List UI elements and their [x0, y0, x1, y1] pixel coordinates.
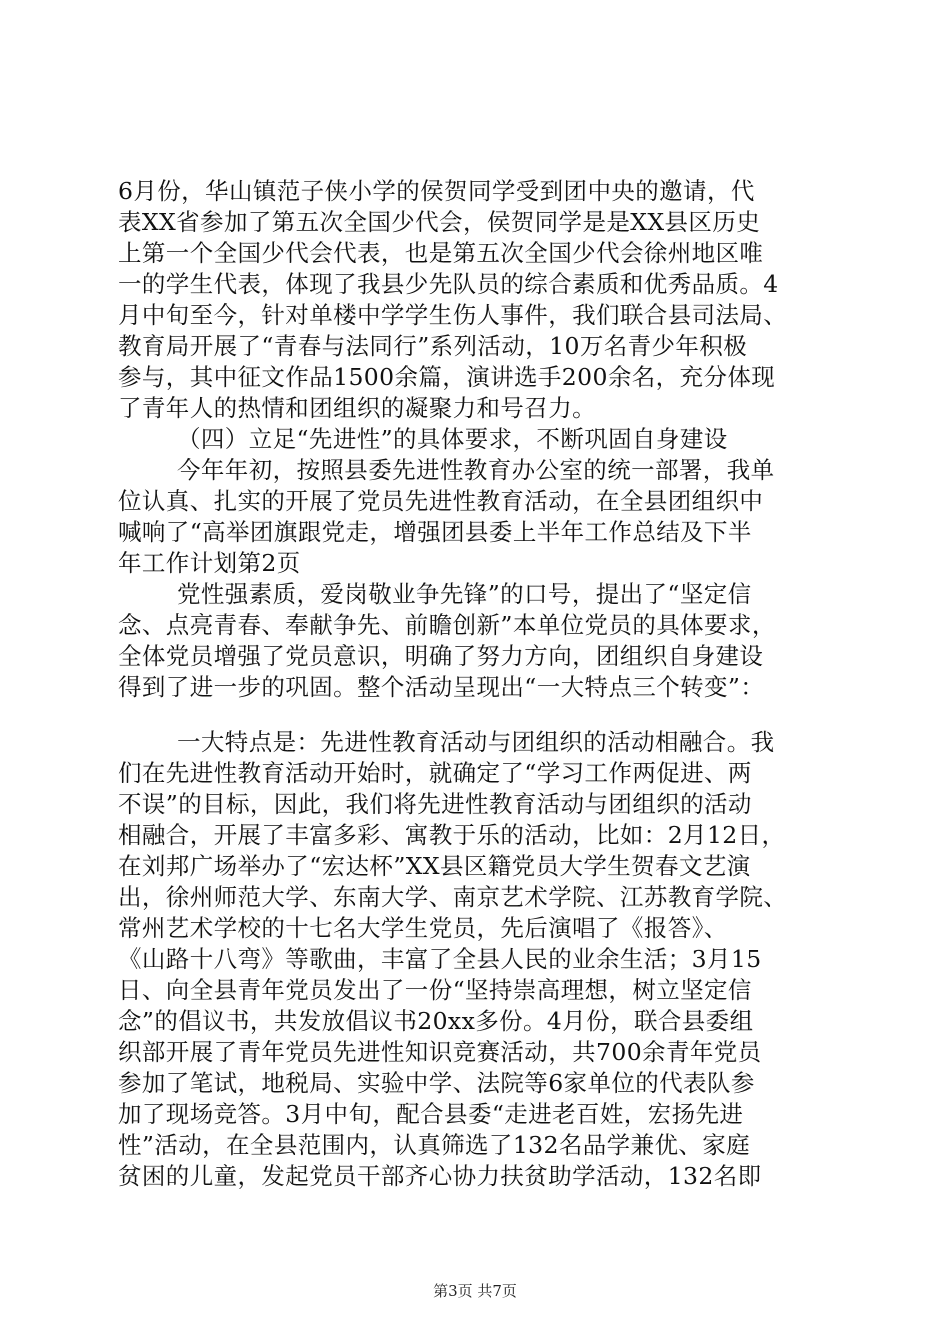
- text-line: 全体党员增强了党员意识，明确了努力方向，团组织自身建设: [118, 642, 764, 670]
- text-line: 不误”的目标，因此，我们将先进性教育活动与团组织的活动: [118, 790, 752, 818]
- text-line: 在刘邦广场举办了“宏达杯”XX县区籍党员大学生贺春文艺演: [118, 852, 751, 880]
- text-line: 加了现场竞答。3月中旬，配合县委“走进老百姓，宏扬先进: [118, 1100, 744, 1128]
- text-line: 常州艺术学校的十七名大学生党员，先后演唱了《报答》、: [118, 914, 728, 942]
- text-line: 上第一个全国少代会代表，也是第五次全国少代会徐州地区唯: [118, 239, 764, 267]
- text-line: 《山路十八弯》等歌曲，丰富了全县人民的业余生活；3月15: [118, 945, 762, 973]
- text-line: 一的学生代表，体现了我县少先队员的综合素质和优秀品质。4: [118, 270, 779, 298]
- text-line: 贫困的儿童，发起党员干部齐心协力扶贫助学活动，132名即: [118, 1162, 762, 1190]
- text-line: 们在先进性教育活动开始时，就确定了“学习工作两促进、两: [118, 759, 752, 787]
- text-line: 6月份，华山镇范子侠小学的侯贺同学受到团中央的邀请，代: [118, 177, 755, 205]
- text-line: 念、点亮青春、奉献争先、前瞻创新”本单位党员的具体要求，: [118, 611, 776, 639]
- text-line: 教育局开展了“青春与法同行”系列活动，10万名青少年积极: [118, 332, 748, 360]
- text-line: 今年年初，按照县委先进性教育办公室的统一部署，我单: [177, 456, 775, 484]
- text-line: 喊响了“高举团旗跟党走，增强团县委上半年工作总结及下半: [118, 518, 752, 546]
- text-line: 织部开展了青年党员先进性知识竞赛活动，共700余青年党员: [118, 1038, 762, 1066]
- text-line: 相融合，开展了丰富多彩、寓教于乐的活动，比如：2月12日，: [118, 821, 786, 849]
- text-line: 月中旬至今，针对单楼中学学生伤人事件，我们联合县司法局、: [118, 301, 788, 329]
- text-line: 党性强素质，爱岗敬业争先锋”的口号，提出了“坚定信: [177, 580, 752, 608]
- text-line: 出，徐州师范大学、东南大学、南京艺术学院、江苏教育学院、: [118, 883, 788, 911]
- text-line: 得到了进一步的巩固。整个活动呈现出“一大特点三个转变”：: [118, 673, 765, 701]
- page-number-footer: 第3页 共7页: [433, 1282, 517, 1300]
- text-line: 性”活动，在全县范围内，认真筛选了132名品学兼优、家庭: [118, 1131, 751, 1159]
- section-heading: （四）立足“先进性”的具体要求，不断巩固自身建设: [177, 425, 728, 453]
- text-line: 念”的倡议书，共发放倡议书20xx多份。4月份，联合县委组: [118, 1007, 754, 1035]
- text-line: 日、向全县青年党员发出了一份“坚持崇高理想，树立坚定信: [118, 976, 752, 1004]
- text-line: 年工作计划第2页: [118, 549, 301, 577]
- text-line: 了青年人的热情和团组织的凝聚力和号召力。: [118, 394, 596, 422]
- text-line: 参加了笔试，地税局、实验中学、法院等6家单位的代表队参: [118, 1069, 755, 1097]
- text-line: 一大特点是：先进性教育活动与团组织的活动相融合。我: [177, 728, 775, 756]
- text-line: 参与，其中征文作品1500余篇，演讲选手200余名，充分体现: [118, 363, 776, 391]
- text-line: 位认真、扎实的开展了党员先进性教育活动，在全县团组织中: [118, 487, 764, 515]
- text-line: 表XX省参加了第五次全国少代会，侯贺同学是是XX县区历史: [118, 208, 761, 236]
